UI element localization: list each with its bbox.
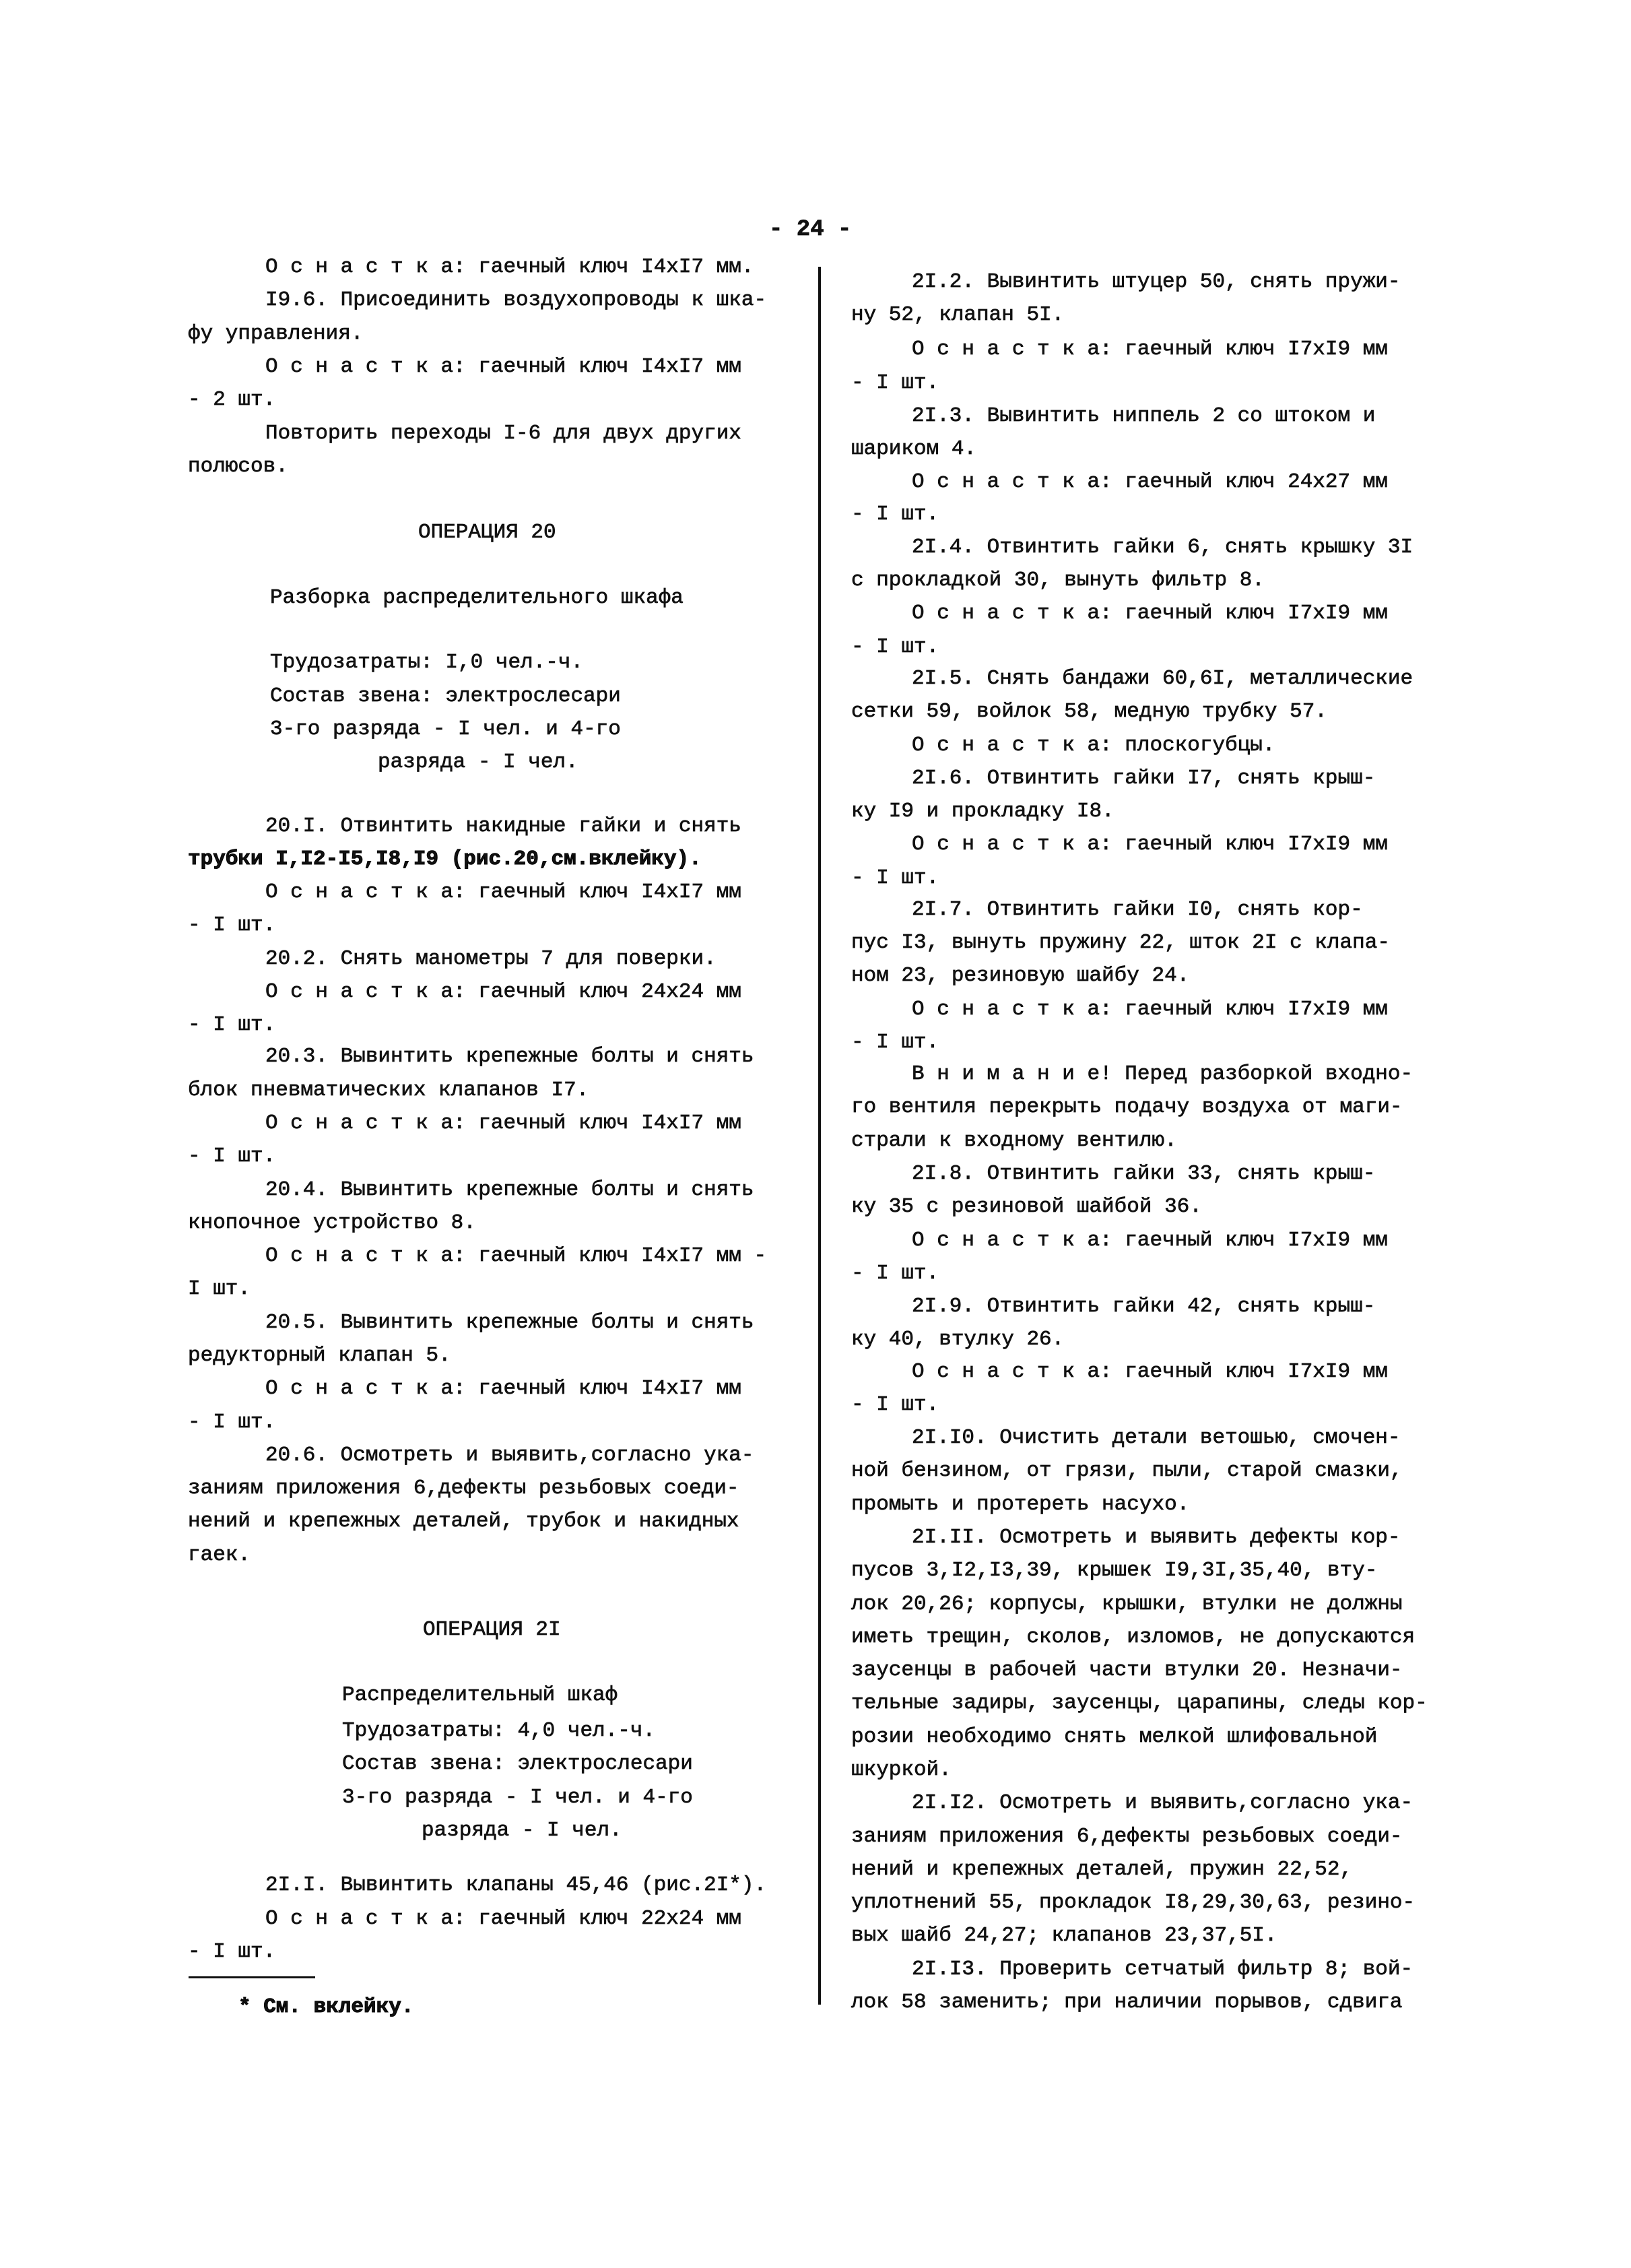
- text-line: Распределительный шкаф: [342, 1683, 618, 1707]
- text-line: фу управления.: [188, 322, 364, 346]
- text-line: 2I.I2. Осмотреть и выявить,согласно ука-: [912, 1791, 1413, 1815]
- text-line: уплотнений 55, прокладок I8,29,30,63, резино-: [851, 1891, 1416, 1914]
- text-line: I шт.: [188, 1277, 251, 1301]
- text-line: 2I.I. Вывинтить клапаны 45,46 (рис.2I*).: [265, 1873, 767, 1897]
- text-line: нений и крепежных деталей, трубок и накидных: [188, 1510, 739, 1533]
- text-line: заниям приложения 6,дефекты резьбовых соеди-: [188, 1477, 739, 1500]
- text-line: - I шт.: [188, 1144, 276, 1168]
- text-line: заусенцы в рабочей части втулки 20. Незначи-: [851, 1658, 1403, 1682]
- text-line: Разборка распределительного шкафа: [270, 586, 684, 610]
- text-line: ном 23, резиновую шайбу 24.: [851, 964, 1190, 987]
- text-line: розии необходимо снять мелкой шлифовальной: [851, 1725, 1378, 1749]
- text-line: - I шт.: [188, 1411, 276, 1434]
- text-line: - I шт.: [851, 1393, 939, 1417]
- text-line: О с н а с т к а: гаечный ключ I7xI9 мм: [912, 998, 1388, 1021]
- text-line: полюсов.: [188, 455, 288, 478]
- text-line: 2I.I0. Очистить детали ветошью, смочен-: [912, 1426, 1401, 1450]
- text-line: О с н а с т к а: гаечный ключ 24x24 мм: [265, 980, 741, 1004]
- text-line: О с н а с т к а: гаечный ключ 24x27 мм: [912, 470, 1388, 494]
- text-line: 2I.9. Отвинтить гайки 42, снять крыш-: [912, 1295, 1376, 1318]
- text-line: ной бензином, от грязи, пыли, старой смазки,: [851, 1459, 1403, 1483]
- text-line: пусов 3,I2,I3,39, крышек I9,3I,35,40, вту-: [851, 1559, 1378, 1582]
- text-line: 20.I. Отвинтить накидные гайки и снять: [265, 814, 741, 838]
- text-line: О с н а с т к а: плоскогубцы.: [912, 734, 1275, 757]
- text-line: 2I.I3. Проверить сетчатый фильтр 8; вой-: [912, 1957, 1413, 1981]
- text-line: ну 52, клапан 5I.: [851, 303, 1065, 327]
- text-line: I9.6. Присоединить воздухопроводы к шка-: [265, 288, 767, 312]
- page-number: - 24 -: [769, 217, 852, 242]
- operation-heading: ОПЕРАЦИЯ 2I: [423, 1618, 561, 1642]
- operation-heading: ОПЕРАЦИЯ 20: [418, 521, 556, 544]
- footnote-rule: [189, 1976, 315, 1978]
- column-divider: [818, 267, 821, 2005]
- text-line: ку 35 с резиновой шайбой 36.: [851, 1195, 1202, 1219]
- text-line: Состав звена: электрослесари: [270, 684, 621, 708]
- text-line: Повторить переходы I-6 для двух других: [265, 422, 741, 445]
- text-line: страли к входному вентилю.: [851, 1129, 1177, 1153]
- text-line: разряда - I чел.: [378, 750, 578, 774]
- text-line: иметь трещин, сколов, изломов, не допускаются: [851, 1625, 1416, 1649]
- text-line: О с н а с т к а: гаечный ключ I7xI9 мм: [912, 337, 1388, 361]
- text-line: - I шт.: [851, 503, 939, 526]
- text-line: лок 20,26; корпусы, крышки, втулки не должны: [851, 1592, 1403, 1616]
- text-line: О с н а с т к а: гаечный ключ I4xI7 мм: [265, 880, 741, 904]
- text-line: 2I.6. Отвинтить гайки I7, снять крыш-: [912, 767, 1376, 790]
- text-line: 20.5. Вывинтить крепежные болты и снять: [265, 1311, 754, 1334]
- text-line: ку I9 и прокладку I8.: [851, 800, 1114, 823]
- text-line: гаек.: [188, 1543, 251, 1567]
- text-line: О с н а с т к а: гаечный ключ I4xI7 мм.: [265, 255, 754, 279]
- text-line: разряда - I чел.: [422, 1819, 622, 1842]
- text-line: редукторный клапан 5.: [188, 1344, 451, 1367]
- text-line: 3-го разряда - I чел. и 4-го: [342, 1786, 693, 1809]
- text-line: Трудозатраты: 4,0 чел.-ч.: [342, 1719, 656, 1743]
- text-line: шкуркой.: [851, 1758, 952, 1782]
- text-line: нений и крепежных деталей, пружин 22,52,: [851, 1858, 1353, 1881]
- text-line: с прокладкой 30, вынуть фильтр 8.: [851, 569, 1265, 592]
- text-line: 2I.II. Осмотреть и выявить дефекты кор-: [912, 1526, 1401, 1549]
- text-line: 2I.5. Снять бандажи 60,6I, металлические: [912, 667, 1413, 690]
- text-line: сетки 59, войлок 58, медную трубку 57.: [851, 700, 1327, 723]
- text-line: - I шт.: [188, 913, 276, 937]
- text-line: - I шт.: [851, 1031, 939, 1054]
- text-line: пус I3, вынуть пружину 22, шток 2I с клапа-: [851, 931, 1390, 954]
- text-line: 20.6. Осмотреть и выявить,согласно ука-: [265, 1444, 754, 1467]
- text-line: О с н а с т к а: гаечный ключ I4xI7 мм: [265, 1111, 741, 1135]
- text-line: О с н а с т к а: гаечный ключ I4xI7 мм -: [265, 1244, 767, 1268]
- text-line: - I шт.: [851, 371, 939, 395]
- text-line: О с н а с т к а: гаечный ключ I4xI7 мм: [265, 1377, 741, 1400]
- text-line: трубки I,I2-I5,I8,I9 (рис.20,см.вклейку).: [188, 847, 702, 871]
- text-line: 2I.7. Отвинтить гайки I0, снять кор-: [912, 898, 1363, 921]
- text-line: 20.4. Вывинтить крепежные болты и снять: [265, 1178, 754, 1202]
- text-line: Трудозатраты: I,0 чел.-ч.: [270, 651, 584, 674]
- text-line: - 2 шт.: [188, 388, 276, 412]
- text-line: кнопочное устройство 8.: [188, 1211, 476, 1235]
- text-line: блок пневматических клапанов I7.: [188, 1078, 589, 1102]
- text-line: - I шт.: [188, 1940, 276, 1964]
- text-line: 2I.3. Вывинтить ниппель 2 со штоком и: [912, 404, 1376, 428]
- text-line: О с н а с т к а: гаечный ключ I7xI9 мм: [912, 602, 1388, 625]
- text-line: - I шт.: [851, 1262, 939, 1285]
- text-line: заниям приложения 6,дефекты резьбовых соеди-: [851, 1825, 1403, 1848]
- text-line: - I шт.: [188, 1013, 276, 1037]
- text-line: Состав звена: электрослесари: [342, 1752, 693, 1776]
- footnote: * См. вклейку.: [238, 1995, 414, 2019]
- text-line: 20.2. Снять манометры 7 для поверки.: [265, 947, 717, 971]
- text-line: В н и м а н и е! Перед разборкой входно-: [912, 1062, 1413, 1086]
- text-line: О с н а с т к а: гаечный ключ I7xI9 мм: [912, 833, 1388, 856]
- text-line: го вентиля перекрыть подачу воздуха от маги-: [851, 1095, 1403, 1119]
- text-line: 2I.4. Отвинтить гайки 6, снять крышку 3I: [912, 536, 1413, 559]
- text-line: шариком 4.: [851, 437, 977, 461]
- text-line: ку 40, втулку 26.: [851, 1328, 1065, 1351]
- text-line: 20.3. Вывинтить крепежные болты и снять: [265, 1045, 754, 1068]
- text-line: промыть и протереть насухо.: [851, 1493, 1190, 1516]
- text-line: 3-го разряда - I чел. и 4-го: [270, 717, 621, 741]
- text-line: О с н а с т к а: гаечный ключ I7xI9 мм: [912, 1229, 1388, 1252]
- text-line: 2I.8. Отвинтить гайки 33, снять крыш-: [912, 1162, 1376, 1186]
- text-line: - I шт.: [851, 635, 939, 659]
- text-line: - I шт.: [851, 866, 939, 890]
- text-line: 2I.2. Вывинтить штуцер 50, снять пружи-: [912, 270, 1401, 294]
- text-line: О с н а с т к а: гаечный ключ I4xI7 мм: [265, 355, 741, 379]
- text-line: О с н а с т к а: гаечный ключ I7xI9 мм: [912, 1360, 1388, 1384]
- text-line: О с н а с т к а: гаечный ключ 22x24 мм: [265, 1907, 741, 1931]
- text-line: вых шайб 24,27; клапанов 23,37,5I.: [851, 1924, 1277, 1947]
- text-line: тельные задиры, заусенцы, царапины, следы кор-: [851, 1691, 1428, 1715]
- text-line: лок 58 заменить; при наличии порывов, сдвига: [851, 1990, 1403, 2014]
